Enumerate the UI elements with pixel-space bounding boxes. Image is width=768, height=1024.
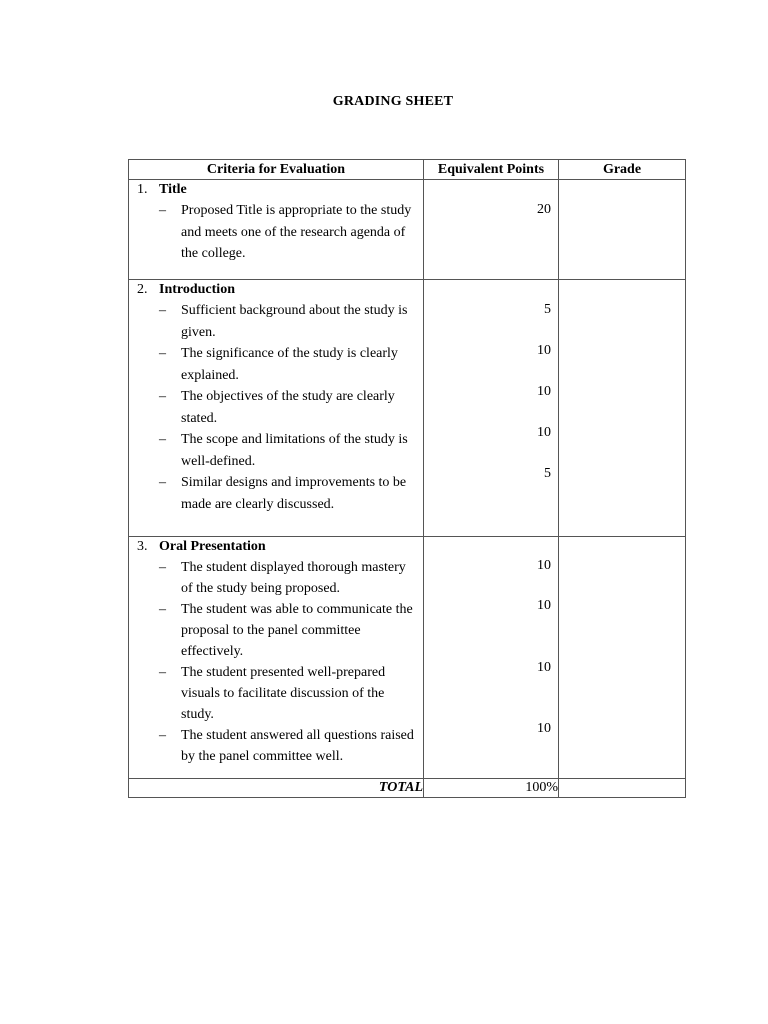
section-name: Introduction bbox=[159, 282, 235, 297]
points-value: 10 bbox=[537, 558, 551, 573]
criteria-text: The objectives of the study are clearly stated. bbox=[181, 389, 395, 426]
points-value: 20 bbox=[537, 202, 551, 217]
section-name: Oral Presentation bbox=[159, 539, 266, 554]
page-title: GRADING SHEET bbox=[332, 94, 454, 109]
dash-bullet: – bbox=[159, 728, 166, 743]
dash-bullet: – bbox=[159, 665, 166, 680]
points-value: 5 bbox=[544, 302, 551, 317]
criteria-item bbox=[129, 557, 423, 599]
criteria-text: The student was able to communicate the proposal to the panel committee effectively. bbox=[181, 602, 413, 659]
section-row-title bbox=[129, 180, 686, 280]
criteria-item bbox=[129, 300, 423, 343]
points-value: 10 bbox=[537, 425, 551, 440]
section-row-introduction bbox=[129, 280, 686, 537]
points-value: 10 bbox=[537, 384, 551, 399]
criteria-cell bbox=[129, 537, 424, 779]
criteria-text: The student answered all questions raised by the panel committee well. bbox=[181, 728, 414, 764]
header-row bbox=[129, 160, 686, 180]
section-number: 3. bbox=[137, 539, 148, 554]
points-value: 10 bbox=[537, 721, 551, 736]
header-points: Equivalent Points bbox=[424, 160, 559, 180]
dash-bullet: – bbox=[159, 602, 166, 617]
points-value: 5 bbox=[544, 466, 551, 481]
points-value: 10 bbox=[537, 598, 551, 613]
criteria-item bbox=[129, 472, 423, 515]
grade-cell[interactable] bbox=[559, 280, 686, 537]
dash-bullet: – bbox=[159, 303, 166, 318]
section-number: 1. bbox=[137, 182, 148, 197]
criteria-text: Similar designs and improvements to be made are clearly discussed. bbox=[181, 475, 407, 512]
criteria-item bbox=[129, 429, 423, 472]
dash-bullet: – bbox=[159, 432, 166, 447]
grade-cell[interactable] bbox=[559, 537, 686, 779]
criteria-item bbox=[129, 662, 423, 725]
criteria-cell bbox=[129, 180, 424, 280]
total-grade-cell[interactable] bbox=[559, 779, 686, 798]
criteria-text: The student displayed thorough mastery of the study being proposed. bbox=[181, 560, 406, 596]
criteria-item bbox=[129, 200, 423, 265]
points-cell bbox=[424, 537, 559, 779]
dash-bullet: – bbox=[159, 203, 166, 218]
dash-bullet: – bbox=[159, 389, 166, 404]
points-value: 10 bbox=[537, 660, 551, 675]
header-grade: Grade bbox=[559, 160, 686, 180]
criteria-item bbox=[129, 725, 423, 767]
total-points: 100% bbox=[424, 779, 559, 798]
section-row-oral-presentation bbox=[129, 537, 686, 779]
dash-bullet: – bbox=[159, 475, 166, 490]
criteria-item bbox=[129, 386, 423, 429]
total-label: TOTAL bbox=[129, 779, 424, 798]
criteria-cell bbox=[129, 280, 424, 537]
points-value: 10 bbox=[537, 343, 551, 358]
dash-bullet: – bbox=[159, 346, 166, 361]
total-row bbox=[129, 779, 686, 798]
grading-table bbox=[128, 159, 686, 798]
criteria-item bbox=[129, 343, 423, 386]
header-criteria: Criteria for Evaluation bbox=[129, 160, 424, 180]
criteria-text: Sufficient background about the study is given. bbox=[181, 303, 408, 340]
points-cell bbox=[424, 180, 559, 280]
criteria-item bbox=[129, 599, 423, 662]
criteria-text: The student presented well-prepared visuals to facilitate discussion of the study. bbox=[181, 665, 386, 722]
dash-bullet: – bbox=[159, 560, 166, 575]
criteria-text: Proposed Title is appropriate to the study and meets one of the research agenda of the college. bbox=[181, 203, 412, 261]
section-number: 2. bbox=[137, 282, 148, 297]
criteria-text: The scope and limitations of the study is well-defined. bbox=[181, 432, 408, 469]
section-name: Title bbox=[159, 182, 187, 197]
criteria-text: The significance of the study is clearly explained. bbox=[181, 346, 398, 383]
grade-cell[interactable] bbox=[559, 180, 686, 280]
points-cell bbox=[424, 280, 559, 537]
